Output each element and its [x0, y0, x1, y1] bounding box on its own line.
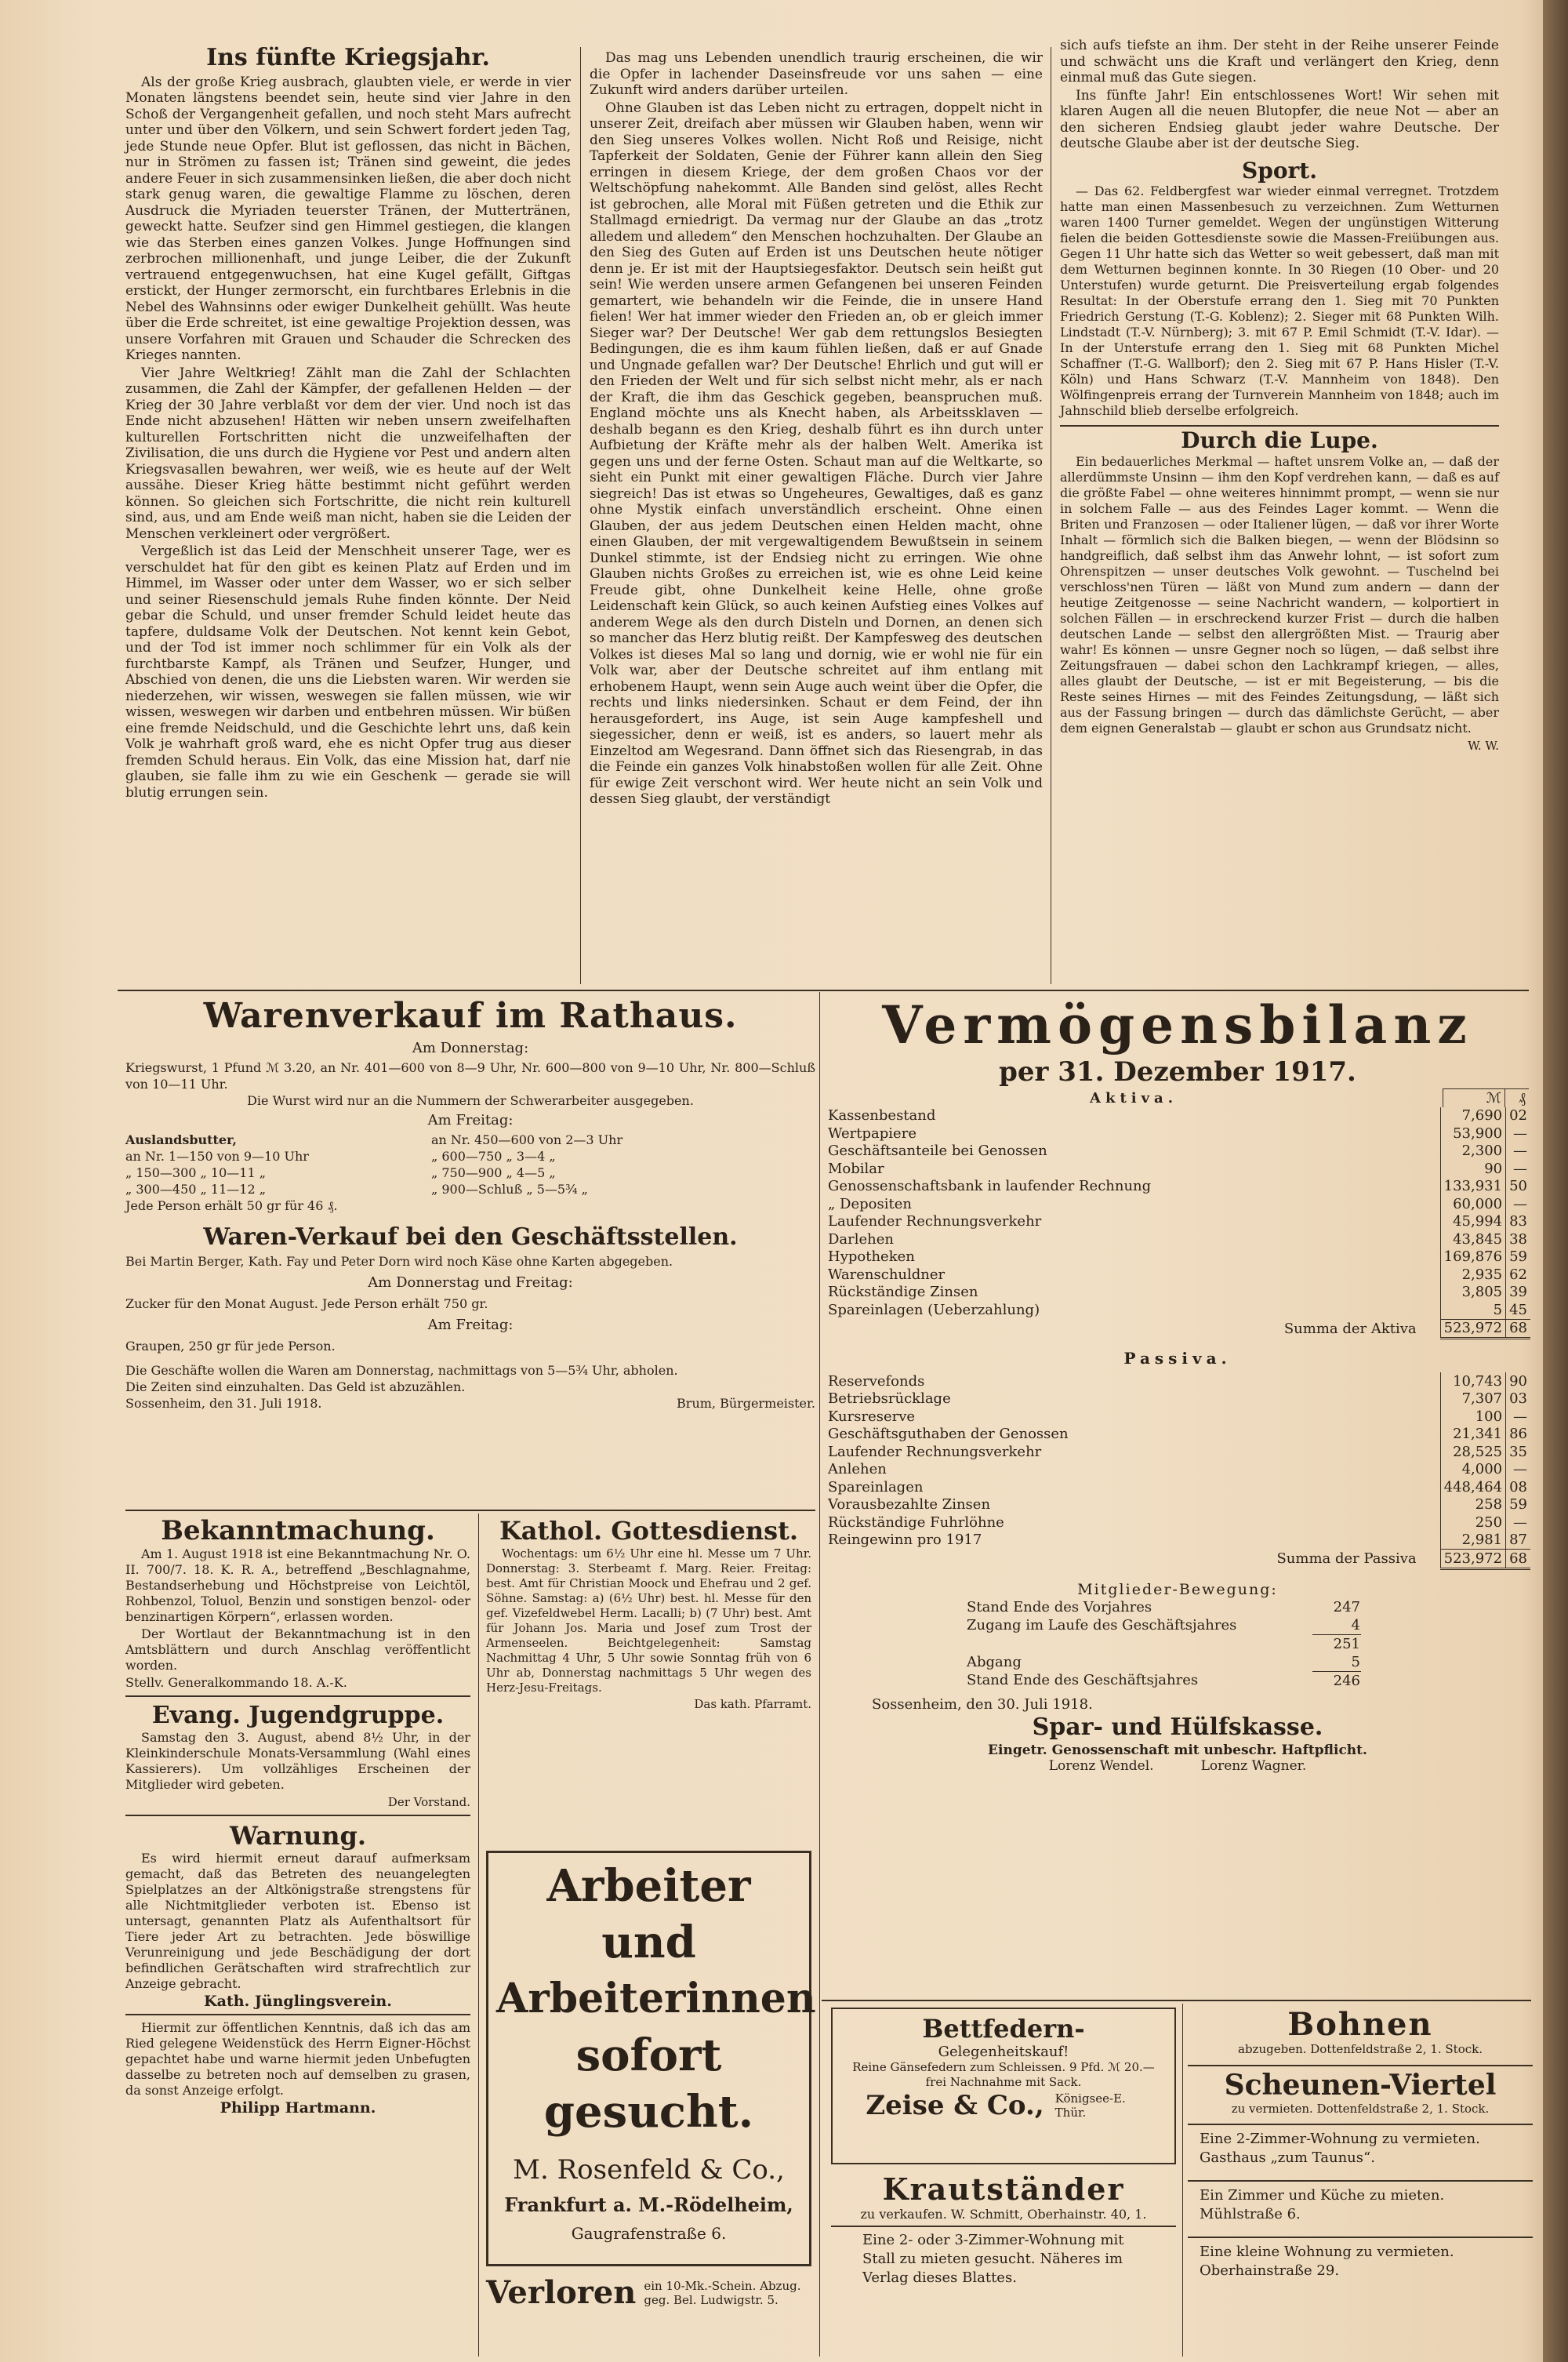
mitglieder-value: 4: [1351, 1616, 1360, 1633]
aktiva-total-m: 523,972: [1440, 1319, 1505, 1339]
section-rule: [118, 990, 1529, 991]
section-rule: [1188, 2237, 1533, 2238]
day-label: Am Freitag:: [427, 1317, 514, 1333]
section-rule: [1188, 2065, 1533, 2066]
passiva-mark: 7,307: [1440, 1390, 1505, 1408]
kraut-title: Krautständer: [882, 2171, 1125, 2207]
jugend-title: Evang. Jugendgruppe.: [151, 1702, 445, 1729]
warnung-text: Es wird hiermit erneut darauf aufmerksam gemacht, daß das Betreten des neuangelegten Spielplatzes an der Altkönigstraße strengstens für alle Nichtmitglieder verboten ist. Ebenso ist untersagt, genannten Platz als Aufenthaltsort für Tiere jeder Art zu betrachten. Jede böswillige Verunreinigung und jede Beschädigung der dort befindlichen Gerätschaften wird strafrechtlich zur Anzeige gebracht.: [125, 1851, 470, 1991]
aktiva-label: Geschäftsanteile bei Genossen: [828, 1143, 1047, 1160]
hartmann-signature: Philipp Hartmann.: [220, 2099, 376, 2117]
aktiva-total-label: Summa der Aktiva: [1283, 1320, 1417, 1337]
passiva-pfennig: —: [1506, 1513, 1530, 1532]
article-paragraph: Vier Jahre Weltkrieg! Zählt man die Zahl der Schlachten zusammen, die Zahl der Kämpfer, der gefallenen Helden — der Krieg der 30 Jahre verblaßt vor dem der vier. Und noch ist das Ende nicht abzusehen! Hätten wir neben unsern zweifelhaften kulturellen Fortschritten nicht die unzweifelhaften der Zivilisation, die uns durch die Hygiene vor Pest und andern alten Kriegsvasallen bewahren, wer weiß, wie es heute auf der Welt aussähe. Dieser Krieg hätte bestimmt nicht geführt werden können. So gleichen sich Fortschritte, die nicht rein kulturell sind, aus, und am Ende weiß man nicht, haben sie die Leiden der Menschen verkleinert oder vergrößert.: [125, 365, 571, 542]
divider: [1060, 425, 1499, 427]
sport-text: — Das 62. Feldbergfest war wieder einmal verregnet. Trotzdem hatte man einen Massenbesuch zu verzeichnen. Zum Wetturnen waren 1400 Turner gemeldet. Wegen der ungünstigen Witterung fielen die beiden Gottesdienste sowie die Massen-Freiübungen aus. Gegen 11 Uhr hatte sich das Wetter so weit gebessert, daß man mit dem Wetturnen beginnen konnte. In 30 Riegen (10 Ober- und 20 Unterstufen) wurde geturnt. Die Preisverteilung ergab folgendes Resultat: In der Oberstufe errang den 1. Sieg mit 70 Punkten Friedrich Gerstung (T.-G. Koblenz); 2. Sieger mit 68 Punkten Wilh. Lindstadt (T.-V. Nürnberg); 3. mit 67 P. Emil Schmidt (T.-V. Idar). — In der Unterstufe errang den 1. Sieg mit 68 Punkten Michel Schaffner (T.-G. Wallborf); den 2. Sieg mit 67 P. Hans Hisler (T.-V. Köln) und Hans Schwarz (T.-V. Mannheim von 1848). Den Wölfingenpreis errang der Turnverein Mannheim von 1848; auch im Jahnschild blieb derselbe erfolgreich.: [1060, 184, 1499, 418]
warnung-signature: Kath. Jünglingsverein.: [204, 1993, 392, 2010]
aktiva-mark: 5: [1440, 1301, 1505, 1319]
aktiva-mark: 43,845: [1440, 1230, 1505, 1248]
wohnung-ad-2: Ein Zimmer und Küche zu mieten. Mühlstraße 6.: [1200, 2187, 1445, 2222]
passiva-label: Reingewinn pro 1917: [828, 1532, 982, 1549]
wohnung-ad-1: Eine 2-Zimmer-Wohnung zu vermieten. Gasthaus „zum Taunus“.: [1200, 2131, 1480, 2166]
column-rule: [819, 992, 820, 2357]
mitglieder-label: Abgang: [967, 1653, 1022, 1670]
aktiva-row: [825, 1195, 1530, 1213]
aktiva-label: Laufender Rechnungsverkehr: [828, 1213, 1042, 1230]
aktiva-row: [825, 1143, 1530, 1161]
passiva-total-p: 68: [1506, 1550, 1530, 1569]
currency-m: ℳ: [1443, 1089, 1505, 1107]
passiva-rows: [825, 1372, 1530, 1549]
aktiva-mark: 169,876: [1440, 1248, 1505, 1266]
article-column-3: [1060, 38, 1499, 754]
jugend-signature: Der Vorstand.: [387, 1795, 470, 1809]
wohnung-ad-3: Eine kleine Wohnung zu vermieten. Oberhainstraße 29.: [1200, 2244, 1454, 2279]
article-paragraph: Vergeßlich ist das Leid der Menschheit unserer Tage, wer es verschuldet hat für den gibt es keinen Platz auf Erden und im Himmel, im Wasser oder unter dem Wasser, wo er sich selber und seiner Riesenschuld jemals Ruhe finden könnte. Der Neid gebar die Schuld, und unser fremder Schuld leidet heute das tapfere, duldsame Volk der Deutschen. Not kennt kein Gebot, und der Tod ist immer noch schlimmer für ein Volk als der furchtbarste Kampf, als Tränen und Seufzer, Hunger, und Abschied von denen, die uns die Liebsten waren. Wir werden sie niederzehen, wir wissen, weswegen sie fallen müssen, wie wir wissen, weswegen wir darben und entbehren müssen. Wir büßen eine fremde Neidschuld, und die Geschichte lehrt uns, daß kein Volk je wahrhaft groß ward, ehe es nicht Opfer trug aus dieser fremden Schuld heraus. Ein Volk, das eine Mission hat, darf nie glauben, sie falle ihm zu wie ein Geschenk — gerade sie will blutig errungen sein.: [125, 543, 571, 801]
passiva-label: Reservefonds: [828, 1372, 925, 1390]
column-rule: [1182, 2004, 1183, 2357]
passiva-row: [825, 1390, 1530, 1408]
article-paragraph: Ohne Glauben ist das Leben nicht zu ertragen, doppelt nicht in unserer Zeit, dreifach aber müssen wir Glauben haben, wenn wir den Sieg unseres Volkes wollen. Nicht Roß und Reisige, nicht Tapferkeit der Soldaten, Genie der Führer kann allein den Sieg erringen in diesem Kriege, der dem großen Chaos vor der Weltschöpfung nahekommt. Alle Banden sind gelöst, alles Recht ist gebrochen, alle Moral mit Füßen getreten und die Ethik zur Stallmagd erniedrigt. Da vermag nur der Glaube an das „trotz alledem und alledem“ den Menschen hochzuhalten. Der Glaube an den Sieg des Guten auf Erden ist uns Deutschen heute nötiger denn je. Er ist mit der Hauptsiegesfaktor. Deutsch sein heißt gut sein! Wie werden unsere armen Gefangenen bei unseren Feinden gemartert, wie behandeln wir die Feinde, die in unsere Hand fielen! Wer hat immer wieder den Frieden an, ob er gleich immer Sieger war? Der Deutsche! Wer gab dem rettungslos Besiegten Bedingungen, die es ihm kaum fühlen ließen, daß er auf Gnade und Ungnade gefallen war? Der Deutsche! Ehrlich und gut will er den Frieden der Welt und für sich selbst nicht mehr, als er nach der Kraft, die ihm das Geschick gegeben, beanspruchen muß. England möchte uns als Knecht haben, als Arbeitssklaven — deshalb begann es den Krieg, deshalb führt es ihn durch unter Aufbietung der Kräfte mehr als der halben Welt. Amerika ist gegen uns und der ferne Osten. Schaut man auf die Weltkarte, so sieht ein Punkt mit einer gewaltigen Fläche. Durch vier Jahre siegreich! Das ist etwas so Ungeheures, Gewaltiges, daß es ganz ohne Mystik einfach unverständlich erscheint. Ohne einen Glauben, der aus jedem Deutschen einen Helden macht, ohne einen Glauben, der mit vergewaltigendem Bewußtsein in seinem Dunkel stimmte, ist der Endsieg nicht zu erringen. Wie ohne Glauben nichts Großes zu erreichen ist, wie es ohne Leid keine Freude gibt, ohne Dunkelheit keine Helle, ohne große Leidenschaft kein Glück, so auch keinen Aufstieg eines Volkes auf anderem Wege als den durch Disteln und Dornen, an denen sich so mancher das Herz blutig reißt. Der Kampfesweg des deutschen Volkes ist dieses Mal so lang und dornig, wie er wohl nie für ein Volk war, aber der Deutsche schreitet auf ihm entlang mit erhobenem Haupt, wenn sein Auge auch weint über die Opfer, die rechts und links niedersinken. Schaut er dem Feind, der ihn herausgefordert, ins Auge, ist sein Auge kampfeshell und siegessicher, denn er weiß, ist es anders, so lauert mehr als Einzeltod am Wegesrand. Dann öffnet sich das Riesengrab, in das die Feinde ein ganzes Volk hinabstoßen wollen für alle Zeit. Ohne für ewige Zeit verschont wird. Wer heute nicht an sein Volk und dessen Sieg glaubt, der verständigt: [590, 100, 1043, 807]
butter-schedule-right-3: „ 750—900 „ 4—5 „: [431, 1165, 556, 1180]
aktiva-mark: 2,935: [1440, 1266, 1505, 1284]
aktiva-row: [825, 1125, 1530, 1143]
passiva-row: [825, 1461, 1530, 1479]
article-title: Ins fünfte Kriegsjahr.: [206, 44, 490, 71]
bohnen-text: abzugeben. Dottenfeldstraße 2, 1. Stock.: [1238, 2042, 1483, 2056]
passiva-mark: 100: [1440, 1408, 1505, 1426]
butter-schedule-left-3: „ 300—450 „ 11—12 „: [125, 1182, 267, 1197]
kraut-text: zu verkaufen. W. Schmitt, Oberhainstr. 40, 1.: [860, 2207, 1147, 2222]
aktiva-pfennig: 45: [1506, 1301, 1530, 1319]
passiva-pfennig: 90: [1506, 1372, 1530, 1390]
graupen-text: Graupen, 250 gr für jede Person.: [125, 1339, 336, 1354]
kasse-signatures: [825, 1758, 1530, 1774]
ad-street: Gaugrafenstraße 6.: [571, 2224, 727, 2243]
aktiva-label: Hypotheken: [828, 1248, 915, 1266]
aktiva-mark: 3,805: [1440, 1284, 1505, 1302]
bettfedern-text: Reine Gänsefedern zum Schleissen. 9 Pfd. ℳ 20.— frei Nachnahme mit Sack.: [852, 2060, 1155, 2089]
passiva-pfennig: 59: [1506, 1496, 1530, 1514]
mitglieder-value: 251: [1312, 1634, 1361, 1653]
aktiva-mark: 53,900: [1440, 1125, 1505, 1143]
aktiva-pfennig: 02: [1506, 1107, 1530, 1125]
aktiva-label: Rückständige Zinsen: [828, 1284, 978, 1301]
passiva-label: Rückständige Fuhrlöhne: [828, 1513, 1004, 1531]
pickup-note-2: Die Zeiten sind einzuhalten. Das Geld ist abzuzählen.: [125, 1379, 466, 1394]
aktiva-mark: 90: [1440, 1160, 1505, 1178]
aktiva-total-p: 68: [1506, 1319, 1530, 1339]
wurst-note: Die Wurst wird nur an die Nummern der Schwerarbeiter ausgegeben.: [247, 1093, 694, 1108]
passiva-mark: 28,525: [1440, 1443, 1505, 1461]
passiva-row: [825, 1426, 1530, 1444]
aktiva-label: Genossenschaftsbank in laufender Rechnung: [828, 1178, 1152, 1195]
passiva-row: [825, 1443, 1530, 1461]
aktiva-pfennig: 50: [1506, 1178, 1530, 1196]
ad-line-1: Arbeiter und: [546, 1860, 751, 1968]
passiva-row: [825, 1478, 1530, 1496]
passiva-pfennig: 03: [1506, 1390, 1530, 1408]
passiva-total-label: Summa der Passiva: [1276, 1550, 1417, 1568]
aktiva-total: [825, 1319, 1530, 1340]
aktiva-pfennig: —: [1506, 1195, 1530, 1213]
bekanntmachung-title: Bekanntmachung.: [161, 1515, 435, 1546]
mitglieder-label: [966, 1634, 1312, 1653]
aktiva-label: Kassenbestand: [828, 1107, 936, 1125]
gottesdienst-title: Kathol. Gottesdienst.: [499, 1516, 799, 1546]
aktiva-mark: 2,300: [1440, 1143, 1505, 1161]
mitglieder-value: 247: [1333, 1598, 1360, 1615]
aktiva-pfennig: 39: [1506, 1284, 1530, 1302]
passiva-mark: 21,341: [1440, 1426, 1505, 1444]
column-rule: [478, 1513, 479, 2357]
aktiva-rows: [825, 1107, 1530, 1319]
passiva-label: Betriebsrücklage: [828, 1390, 951, 1408]
butter-title: Auslandsbutter,: [125, 1132, 237, 1147]
aktiva-row: [825, 1301, 1530, 1319]
passiva-pfennig: —: [1506, 1408, 1530, 1426]
passiva-row: [825, 1372, 1530, 1390]
article-paragraph: Ins fünfte Jahr! Ein entschlossenes Wort! Wir sehen mit klaren Augen all die neuen Blutopfer, die neue Not — aber an den sicheren Endsieg glaubt jeder wahre Deutsche. Der deutsche Glaube aber ist der deutsche Sieg.: [1060, 87, 1499, 151]
scheunen-title: Scheunen-Viertel: [1224, 2069, 1497, 2102]
aktiva-pfennig: 62: [1506, 1266, 1530, 1284]
scheunen-text: zu vermieten. Dottenfeldstraße 2, 1. Stock.: [1231, 2102, 1490, 2116]
divider: [125, 2014, 470, 2015]
section-rule: [1188, 2124, 1533, 2125]
notices-column: [125, 1515, 470, 2116]
aktiva-mark: 60,000: [1440, 1195, 1505, 1213]
passiva-row: [825, 1513, 1530, 1532]
signature-wagner: Lorenz Wagner.: [1200, 1757, 1307, 1774]
passiva-mark: 258: [1440, 1496, 1505, 1514]
mitglieder-label: Stand Ende des Geschäftsjahres: [967, 1672, 1199, 1689]
butter-schedule-right-4: „ 900—Schluß „ 5—5³⁄₄ „: [431, 1182, 588, 1197]
butter-schedule-right-1: an Nr. 450—600 von 2—3 Uhr: [431, 1132, 623, 1147]
passiva-row: [825, 1496, 1530, 1514]
aktiva-pfennig: —: [1506, 1160, 1530, 1178]
passiva-total: [825, 1549, 1530, 1570]
bettfedern-title: Bettfedern-: [922, 2014, 1085, 2044]
bilanz-section: [825, 994, 1530, 1774]
aktiva-mark: 7,690: [1440, 1107, 1505, 1125]
kraut-ad: [831, 2172, 1176, 2222]
wurst-text: Kriegswurst, 1 Pfund ℳ 3.20, an Nr. 401—600 von 8—9 Uhr, Nr. 600—800 von 9—10 Uhr, Nr. 800—Schluß von 10—11 Uhr.: [125, 1060, 815, 1092]
jugend-text: Samstag den 3. August, abend 8½ Uhr, in der Kleinkinderschule Monats-Versammlung (Wahl eines Kassierers). Um vollzähliges Erscheinen der Mitglieder wird gebeten.: [125, 1730, 470, 1792]
mitglieder-table: [966, 1598, 1361, 1690]
day-label: Am Freitag:: [427, 1112, 514, 1128]
aktiva-row: [825, 1160, 1530, 1178]
aktiva-row: [825, 1230, 1530, 1248]
passiva-label: Vorausbezahlte Zinsen: [828, 1496, 991, 1513]
gottesdienst-text: Wochentags: um 6½ Uhr eine hl. Messe um 7 Uhr. Donnerstag: 3. Sterbeamt f. Marg. Reier. Freitag: best. Amt für Christian Moock und Ehefrau und 2 gef. Söhne. Samstag: a) (6½ Uhr) best. hl. Messe für den gef. Vizefeldwebel Herm. Lacalli; b) (7 Uhr) best. Amt für Johann Jos. Maria und Josef zum Trost der Armenseelen. Beichtgelegenheit: Samstag Nachmittag 4 Uhr, 5 Uhr sowie Sonntag früh von 6 Uhr ab, Donnerstag nachmittags 5 Uhr wegen des Herz-Jesu-Freitags.: [486, 1546, 811, 1695]
mitglieder-label: Stand Ende des Vorjahres: [967, 1598, 1152, 1615]
aktiva-row: [825, 1178, 1530, 1196]
article-paragraph: Das mag uns Lebenden unendlich traurig erscheinen, die wir die Opfer in lachender Daseinsfreude vor uns sahen — eine Zukunft wird anders darüber urteilen.: [590, 50, 1043, 98]
butter-schedule-left-1: an Nr. 1—150 von 9—10 Uhr: [125, 1149, 309, 1164]
bettfedern-sub: Gelegenheitskauf!: [938, 2044, 1069, 2060]
article-paragraph: Als der große Krieg ausbrach, glaubten viele, er werde in vier Monaten längstens beendet sein, heute sind vier Jahre in den Schoß der Vergangenheit gefallen, und noch steht Mars aufrecht unter und über den Völkern, und sein Schwert fordert jeden Tag, jede Stunde neue Opfer. Blut ist geflossen, das nicht in Bächen, nur in Strömen zu fassen ist; Tränen sind geweint, die jedes andere Feuer in sich zusammensinken ließen, die aber doch nicht stark genug waren, die gewaltige Flamme zu löschen, deren Ausdruck die Myriaden teuerster Tränen, der Muttertränen, geweckt hatte. Seufzer sind gen Himmel gestiegen, die klangen wie das Sterben eines ganzen Volkes. Junge Hoffnungen sind zerbrochen millionenhaft, und junge Leiber, die der Zukunft vertrauend entgegenwuchsen, hat eine Kugel gefällt, Giftgas erstickt, der Hunger zermorscht, ein furchtbares Erlebnis in die Nebel des Wahnsinns oder ewiger Dunkelheit gehüllt. Was heute über die Erde schreitet, ist eine gewaltige Projektion dessen, was unsere Vorfahren mit Grauen und Schauder die Schrecken des Krieges nannten.: [125, 74, 571, 363]
column-rule: [580, 47, 581, 984]
aktiva-pfennig: —: [1506, 1143, 1530, 1161]
day-label: Am Donnerstag und Freitag:: [368, 1274, 573, 1291]
section-rule: [831, 2226, 1176, 2227]
page-binding: [1543, 0, 1568, 2362]
article-column-1: [125, 44, 571, 802]
mitglieder-label: Zugang im Laufe des Geschäftsjahres: [967, 1616, 1237, 1633]
mitglieder-value: 5: [1351, 1653, 1360, 1670]
verloren-title: Verloren: [486, 2274, 637, 2311]
mitglieder-title: Mitglieder-Bewegung:: [1077, 1580, 1278, 1598]
bekanntmachung-signature: Stellv. Generalkommando 18. A.-K.: [125, 1675, 347, 1690]
aktiva-pfennig: 59: [1506, 1248, 1530, 1266]
ad-line-3: sofort gesucht.: [543, 2030, 754, 2138]
aktiva-label: Wertpapiere: [828, 1125, 916, 1142]
passiva-label: Spareinlagen: [828, 1478, 924, 1495]
article-paragraph: sich aufs tiefste an ihm. Der steht in der Reihe unserer Feinde und schwächt uns die Kraft und verlängert den Krieg, denn einmal muß das Gute siegen.: [1060, 38, 1499, 85]
passiva-label: Geschäftsguthaben der Genossen: [828, 1426, 1069, 1443]
bettfedern-city: Königsee-E. Thür.: [1054, 2091, 1126, 2120]
bilanz-aktiva-table: [825, 1088, 1529, 1107]
aktiva-pfennig: —: [1506, 1125, 1530, 1143]
aktiva-mark: 133,931: [1440, 1178, 1505, 1196]
ad-line-2: Arbeiterinnen: [496, 1975, 816, 2022]
currency-p: ₰: [1505, 1089, 1530, 1107]
warenverkauf-title: Warenverkauf im Rathaus.: [203, 996, 738, 1036]
day-label: Am Donnerstag:: [412, 1040, 529, 1056]
passiva-label: Anlehen: [828, 1461, 887, 1478]
aktiva-label: Warenschuldner: [828, 1266, 946, 1283]
passiva-mark: 2,981: [1440, 1532, 1505, 1550]
divider: [125, 1695, 470, 1697]
aktiva-row: [825, 1213, 1530, 1231]
rosenfeld-ad: [486, 1851, 816, 2266]
bekanntmachung-text: Am 1. August 1918 ist eine Bekanntmachung Nr. O. II. 700/7. 18. K. R. A., betreffend „Beschlagnahme, Bestandserhebung und Höchstpreise von Leichtöl, Rohbenzol, Toluol, Benzin und sonstigen benzol- oder benzinartigen Körpern“, erlassen worden.: [125, 1546, 470, 1624]
bilanz-subtitle: per 31. Dezember 1917.: [999, 1056, 1356, 1088]
verloren-ad: [486, 2274, 811, 2311]
passiva-total-m: 523,972: [1440, 1550, 1505, 1569]
section-rule: [1188, 2180, 1533, 2182]
ad-city: Frankfurt a. M.-Rödelheim,: [504, 2193, 793, 2216]
aktiva-row: [825, 1266, 1530, 1284]
divider: [125, 1815, 470, 1816]
passiva-mark: 10,743: [1440, 1372, 1505, 1390]
zucker-text: Zucker für den Monat August. Jede Person erhält 750 gr.: [125, 1296, 488, 1311]
passiva-mark: 250: [1440, 1513, 1505, 1532]
kasse-title: Spar- und Hülfskasse.: [1032, 1713, 1323, 1741]
gottesdienst-section: [486, 1515, 811, 1712]
verloren-text: ein 10-Mk.-Schein. Abzug. geg. Bel. Ludwigstr. 5.: [644, 2278, 801, 2307]
bekanntmachung-text-2: Der Wortlaut der Bekanntmachung ist in den Amtsblättern und durch Anschlag veröffentlicht worden.: [125, 1626, 470, 1673]
place-date: Sossenheim, den 31. Juli 1918.: [125, 1396, 322, 1411]
scheunen-ad: [1188, 2069, 1533, 2116]
aktiva-label: Mobilar: [828, 1160, 884, 1177]
section-rule: [822, 2000, 1531, 2001]
ad-company: M. Rosenfeld & Co.,: [513, 2154, 785, 2186]
kasse-subtitle: Eingetr. Genossenschaft mit unbeschr. Haftpflicht.: [988, 1742, 1367, 1758]
wohnung-gesucht-ad: Eine 2- oder 3-Zimmer-Wohnung mit Stall zu mieten gesucht. Näheres im Verlag dieses Blattes.: [862, 2232, 1124, 2286]
lupe-poem: Ein bedauerliches Merkmal — haftet unsrem Volke an, — daß der allerdümmste Unsinn — ihm den Kopf verdrehen kann, — daß es auf die größte Fabel — ohne weiteres hinnimmt prompt, — wenn sie nur in solchem Falle — aus des Feindes Lager kommt. — Wenn die Briten und Franzosen — oder Italiener lügen, — daß vor ihrer Worte Inhalt — förmlich sich die Balken biegen, — wenn der Blödsinn so handgreiflich, daß selbst ihm das Anwehr lohnt, — ist sofort zum Ohrenspitzen — unser deutsches Volk gewohnt. — Tuschelnd bei verschloss'nen Türen — läßt von Mund zum andern — dann der heutige Zeitgenosse — seine Nachricht wandern, — kolportiert in solchen Fällen — in erschreckend kurzer Frist — durch die halben deutschen Lande — selbst den allergrößten Mist. — Traurig aber wahr! Es können — unsre Gegner noch so lügen, — daß selbst ihre Zeitungsfrauen — dabei schon den Lachkrampf kriegen, — alles, alles glaubt der Deutsche, — ist er mit Begeisterung, — bis die Reste seines Hirnes — mit des Feindes Zeitungsdung, — läßt sich aus der Fassung bringen — durch das dämlichste Gerücht, — aber dem eignen Generalstab — glaubt er schon aus Grundsatz nicht.: [1060, 453, 1499, 736]
hartmann-text: Hiermit zur öffentlichen Kenntnis, daß ich das am Ried gelegene Weidenstück des Herrn Eigner-Höchst gepachtet habe und warne hiermit jeden Unbefugten dasselbe zu betreten noch auf demselben zu grasen, da sonst Anzeige erfolgt.: [125, 2020, 470, 2098]
butter-note: Jede Person erhält 50 gr für 46 ₰.: [125, 1198, 338, 1213]
bohnen-ad: [1188, 2008, 1533, 2056]
bohnen-title: Bohnen: [1287, 2006, 1433, 2043]
pickup-note: Die Geschäfte wollen die Waren am Donnerstag, nachmittags von 5—5³⁄₄ Uhr, abholen.: [125, 1363, 678, 1378]
waren-sub-text: Bei Martin Berger, Kath. Fay und Peter Dorn wird noch Käse ohne Karten abgegeben.: [125, 1254, 673, 1269]
aktiva-mark: 45,994: [1440, 1213, 1505, 1231]
mitglieder-value: 246: [1312, 1671, 1361, 1690]
bilanz-place-date: Sossenheim, den 30. Juli 1918.: [872, 1695, 1093, 1713]
lupe-title: Durch die Lupe.: [1181, 427, 1378, 453]
article-column-2: [590, 50, 1043, 809]
lupe-signature: W. W.: [1468, 738, 1499, 753]
aktiva-label: Darlehen: [828, 1230, 895, 1248]
passiva-pfennig: 08: [1506, 1478, 1530, 1496]
aktiva-row: [825, 1248, 1530, 1266]
bilanz-title: Vermögensbilanz: [882, 994, 1473, 1056]
warnung-title: Warnung.: [229, 1821, 367, 1851]
passiva-row: [825, 1408, 1530, 1426]
aktiva-pfennig: 83: [1506, 1213, 1530, 1231]
waren-sub-title: Waren-Verkauf bei den Geschäftsstellen.: [203, 1223, 738, 1251]
sport-title: Sport.: [1242, 157, 1317, 184]
passiva-pfennig: 86: [1506, 1426, 1530, 1444]
aktiva-row: [825, 1284, 1530, 1302]
butter-schedule-left-2: „ 150—300 „ 10—11 „: [125, 1165, 267, 1180]
aktiva-row: [825, 1107, 1530, 1125]
aktiva-title: Aktiva.: [1090, 1089, 1178, 1107]
aktiva-pfennig: 38: [1506, 1230, 1530, 1248]
passiva-mark: 448,464: [1440, 1478, 1505, 1496]
passiva-mark: 4,000: [1440, 1461, 1505, 1479]
butter-schedule-right-2: „ 600—750 „ 3—4 „: [431, 1149, 556, 1164]
aktiva-label: „ Depositen: [828, 1195, 912, 1212]
passiva-label: Laufender Rechnungsverkehr: [828, 1443, 1042, 1460]
warenverkauf-section: [125, 996, 815, 1412]
passiva-label: Kursreserve: [828, 1408, 916, 1425]
passiva-row: [825, 1532, 1530, 1550]
passiva-pfennig: 87: [1506, 1532, 1530, 1550]
passiva-pfennig: —: [1506, 1461, 1530, 1479]
mayor-signature: Brum, Bürgermeister.: [677, 1396, 815, 1411]
bettfedern-company: Zeise & Co.,: [866, 2090, 1044, 2121]
passiva-title: Passiva.: [1123, 1349, 1232, 1368]
section-rule: [125, 1510, 815, 1511]
aktiva-label: Spareinlagen (Ueberzahlung): [828, 1301, 1040, 1318]
passiva-pfennig: 35: [1506, 1443, 1530, 1461]
gottesdienst-signature: Das kath. Pfarramt.: [694, 1697, 811, 1711]
bettfedern-ad: [831, 2008, 1176, 2164]
signature-wendel: Lorenz Wendel.: [1048, 1757, 1154, 1774]
